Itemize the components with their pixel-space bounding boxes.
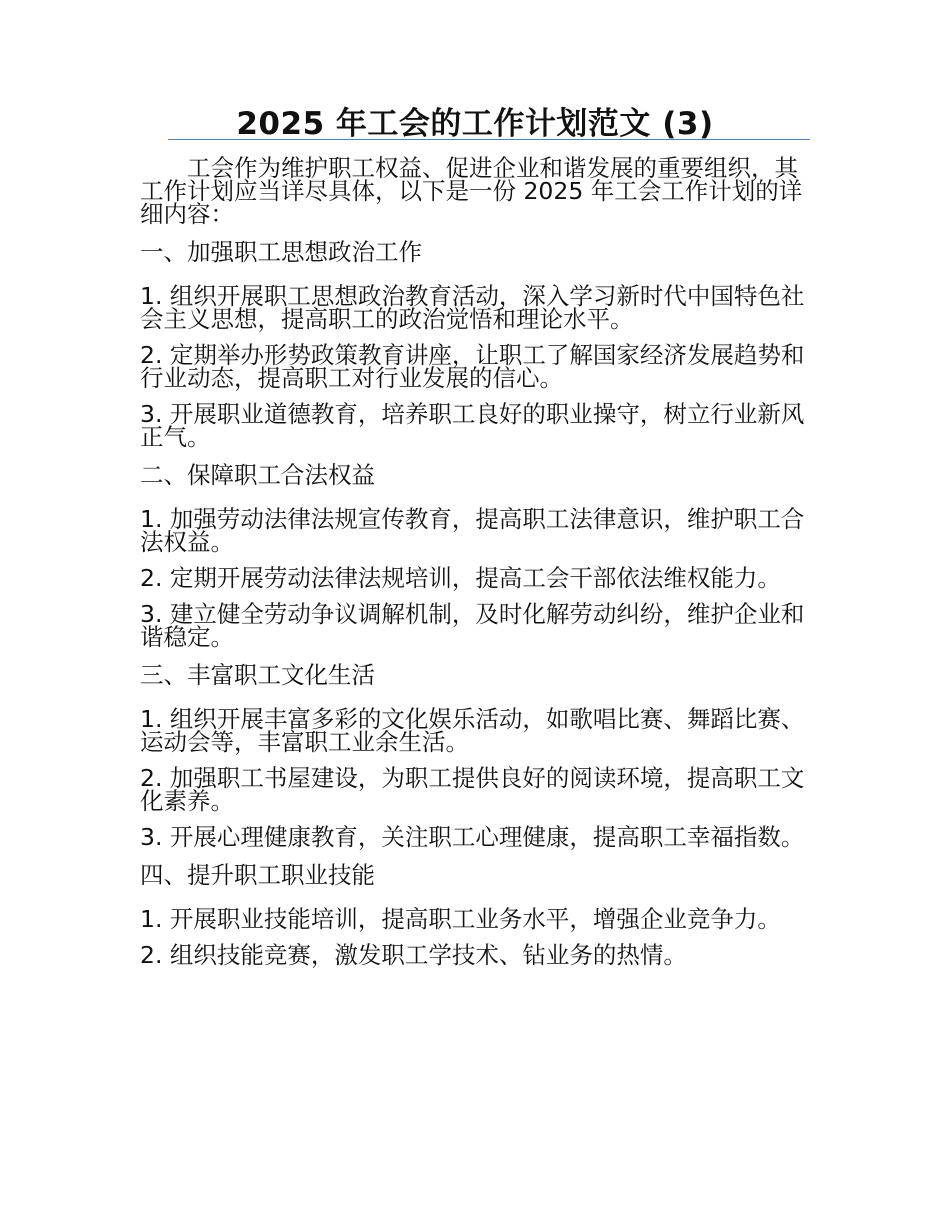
list-item: 2. 定期开展劳动法律法规培训，提高工会干部依法维权能力。: [140, 564, 781, 592]
section-2: [140, 462, 805, 649]
list-item: 2. 定期举办形势政策教育讲座，让职工了解国家经济发展趋势和行业动态，提高职工对行业发展的信心。: [140, 341, 805, 392]
list-item: 1. 组织开展丰富多彩的文化娱乐活动，如歌唱比赛、舞蹈比赛、运动会等，丰富职工业余生活。: [140, 705, 805, 756]
section-1: [140, 239, 805, 449]
list-item: 3. 建立健全劳动争议调解机制，及时化解劳动纠纷，维护企业和谐稳定。: [140, 600, 805, 651]
section-3: [140, 662, 805, 849]
section-heading: 四、提升职工职业技能: [140, 861, 375, 889]
list-item: 1. 加强劳动法律法规宣传教育，提高职工法律意识，维护职工合法权益。: [140, 505, 805, 556]
section-4: [140, 862, 805, 967]
list-item: 3. 开展职业道德教育，培养职工良好的职业操守，树立行业新风正气。: [140, 400, 805, 451]
list-item: 1. 开展职业技能培训，提高职工业务水平，增强企业竞争力。: [140, 905, 781, 933]
document-body: [140, 154, 805, 980]
section-heading: 三、丰富职工文化生活: [140, 661, 375, 689]
list-item: 2. 组织技能竞赛，激发职工学技术、钻业务的热情。: [140, 941, 687, 969]
title-underline: [168, 139, 810, 140]
document-title: 2025 年工会的工作计划范文 (3): [236, 106, 714, 142]
list-item: 2. 加强职工书屋建设，为职工提供良好的阅读环境，提高职工文化素养。: [140, 764, 805, 815]
list-item: 1. 组织开展职工思想政治教育活动，深入学习新时代中国特色社会主义思想，提高职工的政治觉悟和理论水平。: [140, 282, 805, 333]
section-heading: 二、保障职工合法权益: [140, 461, 375, 489]
intro-paragraph: 工会作为维护职工权益、促进企业和谐发展的重要组织，其工作计划应当详尽具体，以下是一份 2025 年工会工作计划的详细内容：: [140, 154, 803, 228]
section-heading: 一、加强职工思想政治工作: [140, 238, 422, 266]
list-item: 3. 开展心理健康教育，关注职工心理健康，提高职工幸福指数。: [140, 823, 805, 851]
